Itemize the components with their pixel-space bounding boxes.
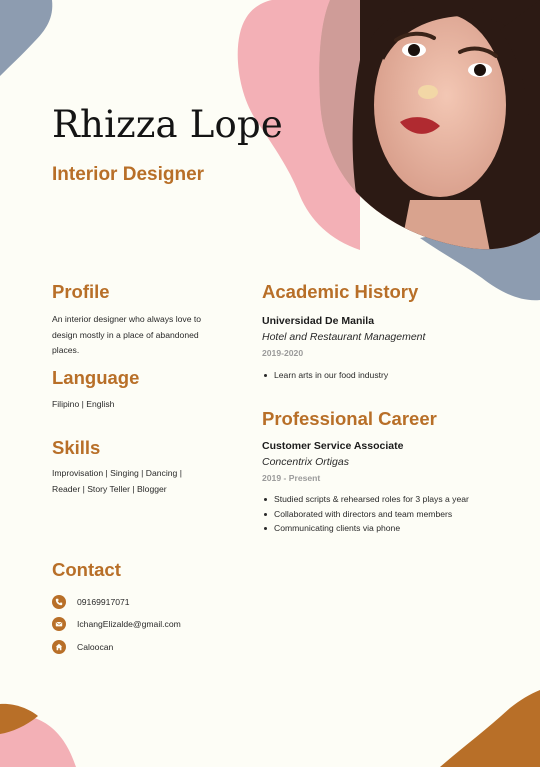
school-name: Universidad De Manila	[262, 315, 375, 327]
email-icon	[52, 617, 66, 631]
email-text: IchangElizalde@gmail.com	[77, 619, 181, 629]
job-title: Interior Designer	[52, 164, 205, 185]
academic-bullet: Learn arts in our food industry	[262, 368, 388, 383]
profile-photo	[300, 0, 540, 252]
contact-address	[52, 640, 113, 654]
company-name: Concentrix Ortigas	[262, 456, 349, 468]
address-text: Caloocan	[77, 642, 114, 652]
skills-line: Reader | Story Teller | Blogger	[52, 483, 167, 494]
academic-years: 2019-2020	[262, 348, 304, 358]
profile-text	[52, 312, 232, 359]
career-bullets	[262, 492, 469, 536]
career-years: 2019 - Present	[262, 473, 321, 483]
academic-bullets	[262, 368, 388, 383]
job-position: Customer Service Associate	[262, 440, 404, 452]
career-bullet: Collaborated with directors and team members	[262, 507, 469, 522]
profile-line: design mostly in a place of abandoned	[52, 329, 199, 340]
skills-text	[52, 466, 242, 497]
contact-phone	[52, 595, 130, 609]
profile-line: An interior designer who always love to	[52, 314, 202, 324]
career-heading: Professional Career	[262, 408, 437, 429]
home-icon	[52, 640, 66, 654]
academic-heading: Academic History	[262, 281, 419, 302]
language-heading: Language	[52, 367, 140, 388]
career-bullet: Communicating clients via phone	[262, 521, 469, 536]
course-name: Hotel and Restaurant Management	[262, 331, 426, 343]
phone-text: 09169917071	[77, 597, 130, 607]
skills-line: Improvisation | Singing | Dancing |	[52, 468, 182, 478]
bottom-right-brown-blob	[440, 690, 540, 767]
phone-icon	[52, 595, 66, 609]
contact-heading: Contact	[52, 559, 121, 580]
skills-heading: Skills	[52, 437, 101, 458]
profile-heading: Profile	[52, 281, 110, 302]
person-name: Rhizza Lope	[52, 103, 283, 146]
career-bullet: Studied scripts & rehearsed roles for 3 plays a year	[262, 492, 469, 507]
top-left-blob	[0, 0, 52, 76]
language-text: Filipino | English	[52, 399, 115, 409]
profile-line: places.	[52, 345, 80, 355]
contact-email	[52, 617, 181, 631]
